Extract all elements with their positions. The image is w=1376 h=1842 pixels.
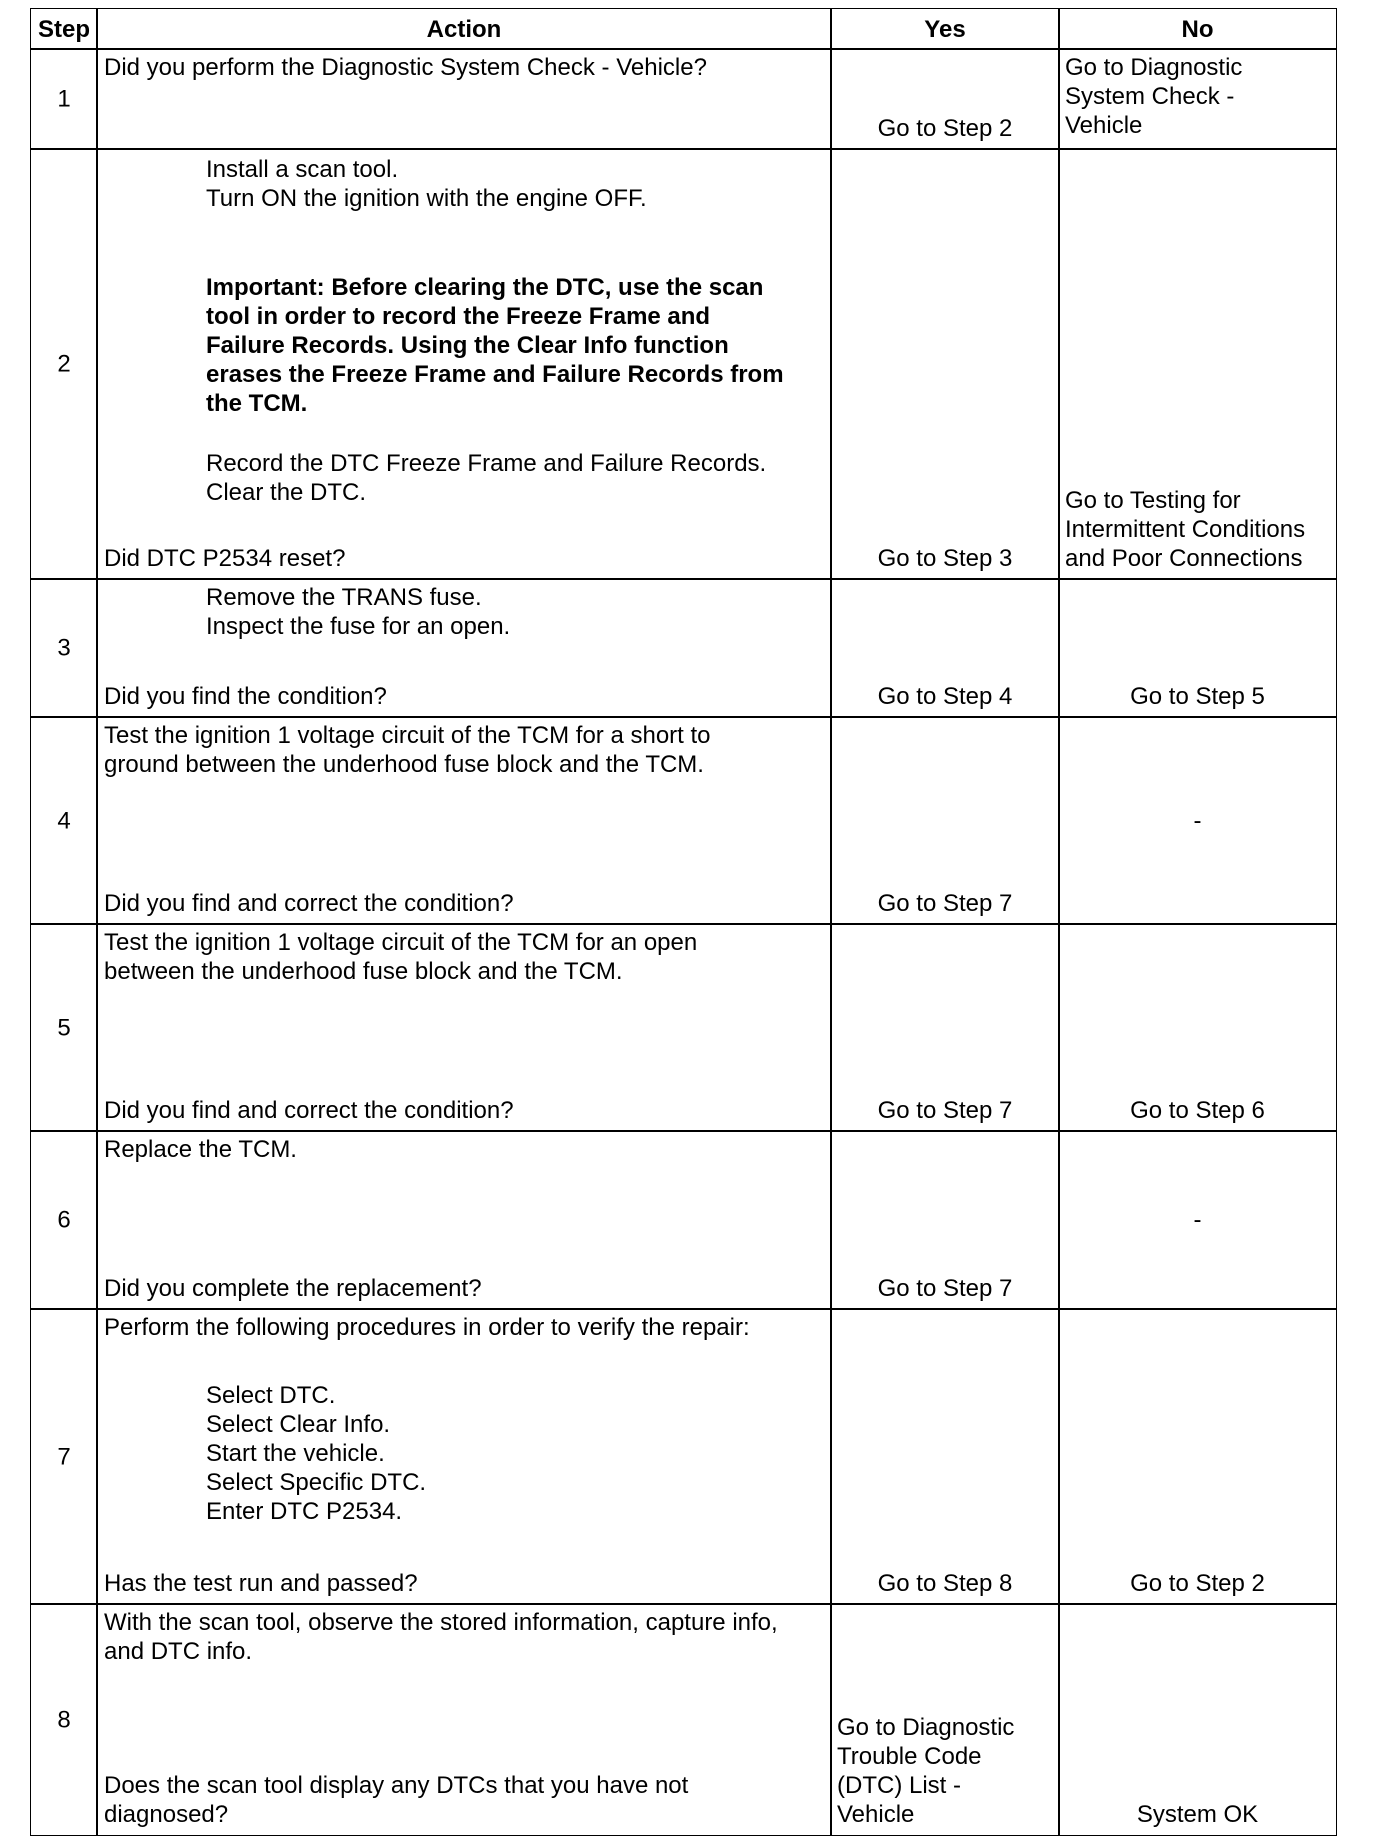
action-steps: Record the DTC Freeze Frame and Failure Records. Clear the DTC.: [206, 450, 767, 506]
no-result: -: [1193, 1206, 1202, 1234]
table-row: [30, 1308, 1337, 1605]
action-text: Test the ignition 1 voltage circuit of the TCM for a short to ground between the underhood fuse block and the TCM.: [104, 722, 711, 778]
yes-result: Go to Step 8: [877, 1570, 1013, 1597]
step-number: 8: [57, 1706, 71, 1733]
action-steps: Install a scan tool. Turn ON the ignition with the engine OFF.: [206, 156, 647, 212]
yes-result: Go to Step 4: [877, 683, 1013, 710]
action-question: Did you find and correct the condition?: [104, 890, 514, 917]
no-result: Go to Step 2: [1130, 1570, 1265, 1597]
action-text: Test the ignition 1 voltage circuit of the TCM for an open between the underhood fuse block and the TCM.: [104, 929, 698, 985]
action-question: Did you complete the replacement?: [104, 1275, 482, 1302]
table-row: [30, 923, 1337, 1132]
table-row: [30, 716, 1337, 925]
action-text: Perform the following procedures in order to verify the repair:: [104, 1314, 750, 1341]
table-row: [30, 1130, 1337, 1310]
action-text: With the scan tool, observe the stored information, capture info, and DTC info.: [104, 1609, 778, 1665]
header-no: No: [1058, 8, 1337, 50]
table-row: [30, 578, 1337, 718]
header-step: Step: [30, 8, 98, 50]
no-result: Go to Step 6: [1130, 1097, 1265, 1124]
yes-result: Go to Step 2: [877, 115, 1013, 142]
yes-result: Go to Step 7: [877, 1097, 1013, 1124]
step-number: 2: [57, 350, 71, 378]
table-row: [30, 1603, 1337, 1836]
diagnostic-table: [30, 8, 1337, 1836]
important-note: Important: Before clearing the DTC, use the scan tool in order to record the Freeze Frame and Failure Records. Using the Clear Info function erases the Freeze Frame and Failure Records from the TCM.: [206, 274, 784, 417]
action-question: Did you perform the Diagnostic System Check - Vehicle?: [104, 54, 707, 81]
action-steps: Remove the TRANS fuse. Inspect the fuse for an open.: [206, 584, 511, 640]
action-text: Replace the TCM.: [104, 1136, 297, 1163]
no-result: Go to Testing for Intermittent Conditions and Poor Connections: [1065, 487, 1306, 572]
step-number: 4: [57, 807, 71, 834]
action-question: Does the scan tool display any DTCs that you have not diagnosed?: [104, 1772, 689, 1828]
step-number: 5: [57, 1014, 71, 1041]
table-row: [30, 148, 1337, 580]
step-number: 3: [57, 634, 71, 662]
step-number: 1: [57, 85, 71, 113]
no-result: -: [1193, 807, 1202, 834]
header-action: Action: [96, 8, 832, 50]
yes-result: Go to Step 3: [877, 545, 1013, 572]
action-steps: Select DTC. Select Clear Info. Start the vehicle. Select Specific DTC. Enter DTC P2534.: [206, 1382, 427, 1525]
action-question: Did you find the condition?: [104, 683, 387, 710]
action-question: Did you find and correct the condition?: [104, 1097, 514, 1124]
no-result: Go to Diagnostic System Check - Vehicle: [1065, 54, 1243, 139]
step-number: 6: [57, 1206, 71, 1234]
step-number: 7: [57, 1443, 71, 1470]
header-row: [30, 8, 1337, 50]
action-question: Did DTC P2534 reset?: [104, 545, 346, 572]
action-question: Has the test run and passed?: [104, 1570, 418, 1597]
yes-result: Go to Diagnostic Trouble Code (DTC) List - Vehicle: [837, 1714, 1015, 1828]
yes-result: Go to Step 7: [877, 1275, 1013, 1302]
no-result: System OK: [1136, 1801, 1259, 1828]
yes-result: Go to Step 7: [877, 890, 1013, 917]
table-row: [30, 48, 1337, 150]
no-result: Go to Step 5: [1130, 683, 1265, 710]
header-yes: Yes: [830, 8, 1060, 50]
